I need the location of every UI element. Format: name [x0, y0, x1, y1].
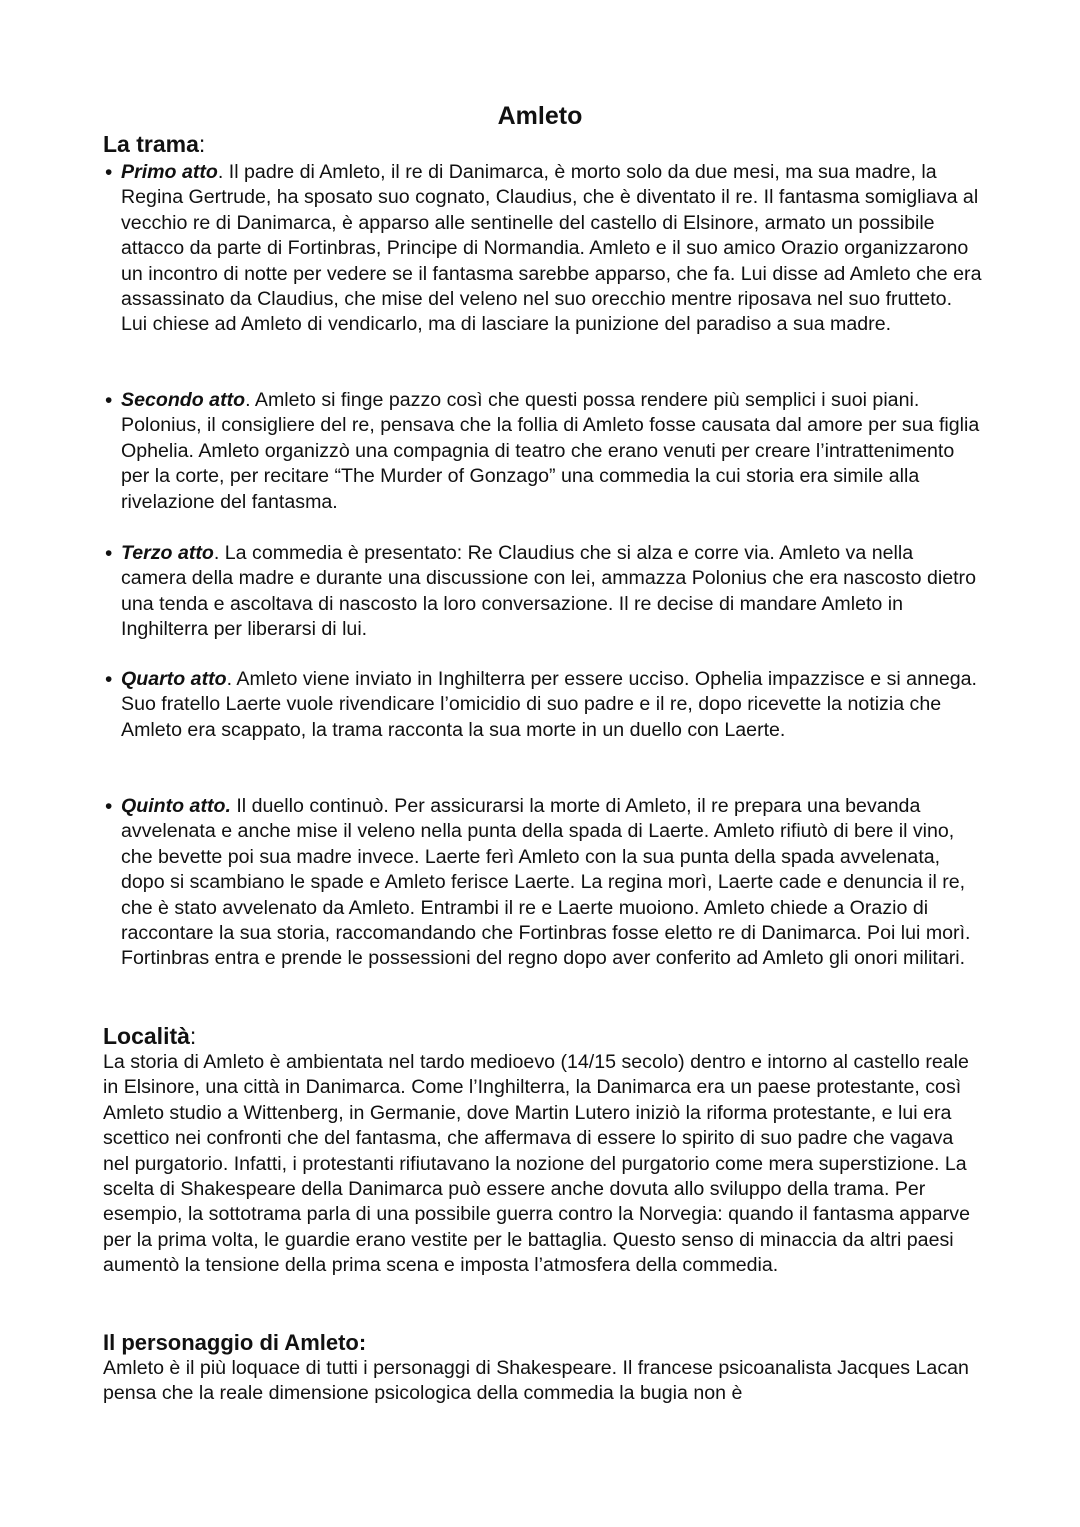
act-text: . La commedia è presentato: Re Claudius che si alza e corre via. Amleto va nella camera della madre e durante una discussione con lei, ammazza Polonius che era nascosto dietro una tenda e ascoltava di nascosto la loro conversazione. Il re decise di mandare Amleto in Inghilterra per liberarsi di lui. [121, 542, 976, 641]
list-item-act-5 [103, 794, 983, 972]
section-heading-localita: Località: [103, 1023, 197, 1049]
section-heading-trama-text: La trama [103, 131, 199, 157]
section-heading-personaggio-text: Il personaggio di Amleto [103, 1330, 359, 1355]
act-text: . Amleto si finge pazzo così che questi possa rendere più semplici i suoi piani. Polonius, il consigliere del re, pensava che la follia di Amleto fosse causata dal amore per sua figlia Ophelia. Amleto organizzò una compagnia di teatro che erano venuti per creare l’intrattenimento per la corte, per recitare “The Murder of Gonzago” una commedia la cui storia era simile alla rivelazione del fantasma. [121, 389, 980, 513]
document-title: Amleto [497, 102, 583, 130]
section-heading-personaggio: Il personaggio di Amleto: [103, 1330, 367, 1355]
act-paragraph [121, 794, 983, 972]
localita-paragraph: La storia di Amleto è ambientata nel tardo medioevo (14/15 secolo) dentro e intorno al castello reale in Elsinore, una città in Danimarca. Come l’Inghilterra, la Danimarca era un paese protestante, così Amleto studio a Wittenberg, in Germanie, dove Martin Lutero iniziò la riforma protestante, e lui era scettico nei confronti che del fantasma, che affermava di essere lo spirito di suo padre che vagava nel purgatorio. Infatti, i protestanti rifiutavano la nozione del purgatorio come mera superstizione. La scelta di Shakespeare della Danimarca può essere anche dovuta allo sviluppo della trama. Per esempio, la sottotrama parla di una possibile guerra contro la Norvegia: quando il fantasma apparve per la prima volta, le guardie erano vestite per le battaglia. Questo senso di minaccia da altri paesi aumentò la tensione della prima scena e imposta l’atmosfera della commedia. [103, 1051, 970, 1277]
act-paragraph [121, 541, 983, 643]
list-item-act-4 [103, 667, 983, 743]
act-paragraph [121, 160, 983, 338]
list-item-act-3 [103, 541, 983, 643]
act-text: . Il padre di Amleto, il re di Danimarca, è morto solo da due mesi, ma sua madre, la Regina Gertrude, ha sposato suo cognato, Claudius, che è diventato il re. Il fantasma somigliava al vecchio re di Danimarca, è apparso alle sentinelle del castello di Elsinore, armato un possibile attacco da parte di Fortinbras, Principe di Normandia. Amleto e il suo amico Orazio organizzarono un incontro di notte per vedere se il fantasma sarebbe apparso, che fa. Lui disse ad Amleto che era assassinato da Claudius, che mise del veleno nel suo orecchio mentre riposava nel suo frutteto. Lui chiese ad Amleto di vendicarlo, ma di lasciare la punizione del paradiso a sua madre. [121, 161, 982, 336]
section-heading-trama: La trama: [103, 131, 206, 157]
bullet-icon: • [105, 542, 113, 565]
bullet-icon: • [105, 795, 113, 818]
act-title: Terzo atto [121, 542, 214, 564]
act-paragraph [121, 667, 983, 743]
bullet-icon: • [105, 389, 113, 412]
act-title: Quarto atto [121, 668, 227, 690]
act-paragraph [121, 388, 983, 515]
personaggio-paragraph: Amleto è il più loquace di tutti i personaggi di Shakespeare. Il francese psicoanalista Jacques Lacan pensa che la reale dimensione psicologica della commedia la bugia non è [103, 1357, 969, 1405]
act-title: Primo atto [121, 161, 218, 183]
bullet-icon: • [105, 668, 113, 691]
act-title: Secondo atto [121, 389, 246, 411]
bullet-icon: • [105, 161, 113, 184]
section-heading-localita-text: Località [103, 1023, 190, 1049]
act-text: Il duello continuò. Per assicurarsi la morte di Amleto, il re prepara una bevanda avvelenata e anche mise il veleno nella punta della spada di Laerte. Amleto rifiutò di bere il vino, che bevette poi sua madre invece. Laerte ferì Amleto con la sua punta della spada avvelenata, dopo si scambiano le spade e Amleto ferisce Laerte. La regina morì, Laerte cade e denuncia il re, che è stato avvelenato da Amleto. Entrambi il re e Laerte muoiono. Amleto chiede a Orazio di raccontare la sua storia, raccomandando che Fortinbras fosse eletto re di Danimarca. Poi lui morì. Fortinbras entra e prende le possessioni del regno dopo aver conferito ad Amleto gli onori militari. [121, 795, 971, 970]
list-item-act-2 [103, 388, 983, 515]
act-title: Quinto atto. [121, 795, 231, 817]
act-text: . Amleto viene inviato in Inghilterra per essere ucciso. Ophelia impazzisce e si annega. Suo fratello Laerte vuole rivendicare l’omicidio di suo padre e il re, dopo ricevette la notizia che Amleto era scappato, la trama racconta la sua morte in un duello con Laerte. [121, 668, 977, 741]
list-item-act-1 [103, 160, 983, 338]
